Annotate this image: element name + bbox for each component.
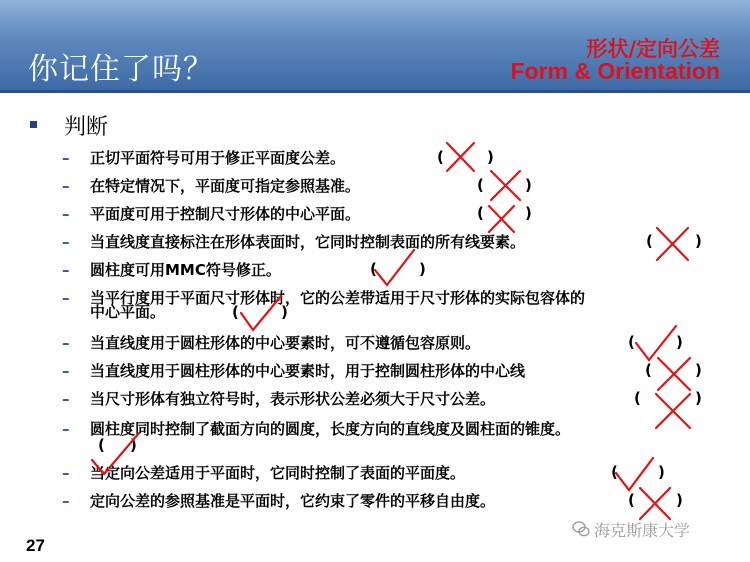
check-mark-icon (616, 458, 653, 490)
check-mark-icon (375, 250, 414, 285)
cross-mark-icon (658, 358, 690, 390)
section-heading: 判断 (64, 115, 109, 140)
answer-paren-close: ) (676, 491, 683, 509)
slide-title: 你记住了吗？ (28, 52, 214, 87)
dash-bullet: – (62, 420, 70, 438)
statement-text: 平面度可用于控制尺寸形体的中心平面。 (90, 205, 361, 223)
cross-mark-icon (491, 171, 520, 200)
statement-text: 在特定情况下，平面度可指定参照基准。 (90, 177, 361, 195)
answer-paren-close: ) (525, 204, 532, 222)
statement-text: 当直线度用于圆柱形体的中心要素时，可不遵循包容原则。 (90, 334, 481, 352)
statement-text: 圆柱度同时控制了截面方向的圆度，长度方向的直线度及圆柱面的锥度。 (90, 420, 571, 438)
check-mark-icon (92, 433, 139, 474)
answer-paren-open: ( (611, 463, 618, 481)
cross-mark-icon (657, 228, 688, 260)
cross-mark-icon (640, 488, 670, 519)
dash-bullet: – (62, 149, 70, 167)
answer-paren-open: ( (645, 361, 652, 379)
check-mark-icon (636, 326, 676, 360)
answer-paren-close: ) (281, 303, 288, 321)
answer-paren-open: ( (628, 491, 635, 509)
answer-paren-open: ( (628, 333, 635, 351)
answer-paren-open: ( (98, 436, 105, 454)
answer-paren-open: ( (477, 176, 484, 194)
statement-text: 当平行度用于平面尺寸形体时，它的公差带适用于尺寸形体的实际包容体的 (90, 289, 586, 307)
statement-text: 当尺寸形体有独立符号时，表示形状公差必须大于尺寸公差。 (90, 390, 496, 408)
cross-mark-icon (656, 394, 690, 428)
statement-text-continued: 中心平面。 (90, 303, 166, 321)
dash-bullet: – (62, 390, 70, 408)
statement-text: 定向公差的参照基准是平面时，它约束了零件的平移自由度。 (90, 492, 496, 510)
answer-paren-open: ( (370, 260, 377, 278)
answer-paren-open: ( (437, 148, 444, 166)
answer-paren-close: ) (487, 148, 494, 166)
dash-bullet: – (62, 177, 70, 195)
answer-paren-close: ) (676, 333, 683, 351)
statement-text: 圆柱度可用MMC符号修正。 (90, 261, 281, 279)
answer-paren-close: ) (419, 260, 426, 278)
answer-paren-close: ) (525, 176, 532, 194)
cross-mark-icon (489, 206, 514, 232)
statement-text: 正切平面符号可用于修正平面度公差。 (90, 149, 346, 167)
watermark-text: 海克斯康大学 (594, 521, 691, 540)
page-number: 27 (26, 536, 45, 555)
check-mark-icon (241, 296, 281, 330)
dash-bullet: – (62, 492, 70, 510)
dash-bullet: – (62, 261, 70, 279)
answer-paren-open: ( (634, 389, 641, 407)
statement-text: 当直线度直接标注在形体表面时，它同时控制表面的所有线要素。 (90, 233, 526, 251)
dash-bullet: – (62, 334, 70, 352)
dash-bullet: – (62, 289, 70, 307)
cross-mark-icon (447, 143, 474, 171)
answer-paren-open: ( (232, 303, 239, 321)
answer-paren-close: ) (658, 463, 665, 481)
dash-bullet: – (62, 362, 70, 380)
statement-text: 当直线度用于圆柱形体的中心要素时，用于控制圆柱形体的中心线 (90, 362, 526, 380)
answer-paren-open: ( (477, 204, 484, 222)
answer-paren-close: ) (130, 436, 137, 454)
answer-paren-close: ) (695, 232, 702, 250)
wechat-icon (572, 520, 590, 538)
answer-paren-close: ) (695, 389, 702, 407)
answer-paren-close: ) (695, 361, 702, 379)
topic-title-english: Form & Orientation (510, 58, 720, 84)
dash-bullet: – (62, 205, 70, 223)
statement-text: 当定向公差适用于平面时，它同时控制了表面的平面度。 (90, 464, 466, 482)
answer-paren-open: ( (646, 232, 653, 250)
topic-title-chinese: 形状/定向公差 (586, 37, 720, 61)
dash-bullet: – (62, 464, 70, 482)
dash-bullet: – (62, 233, 70, 251)
